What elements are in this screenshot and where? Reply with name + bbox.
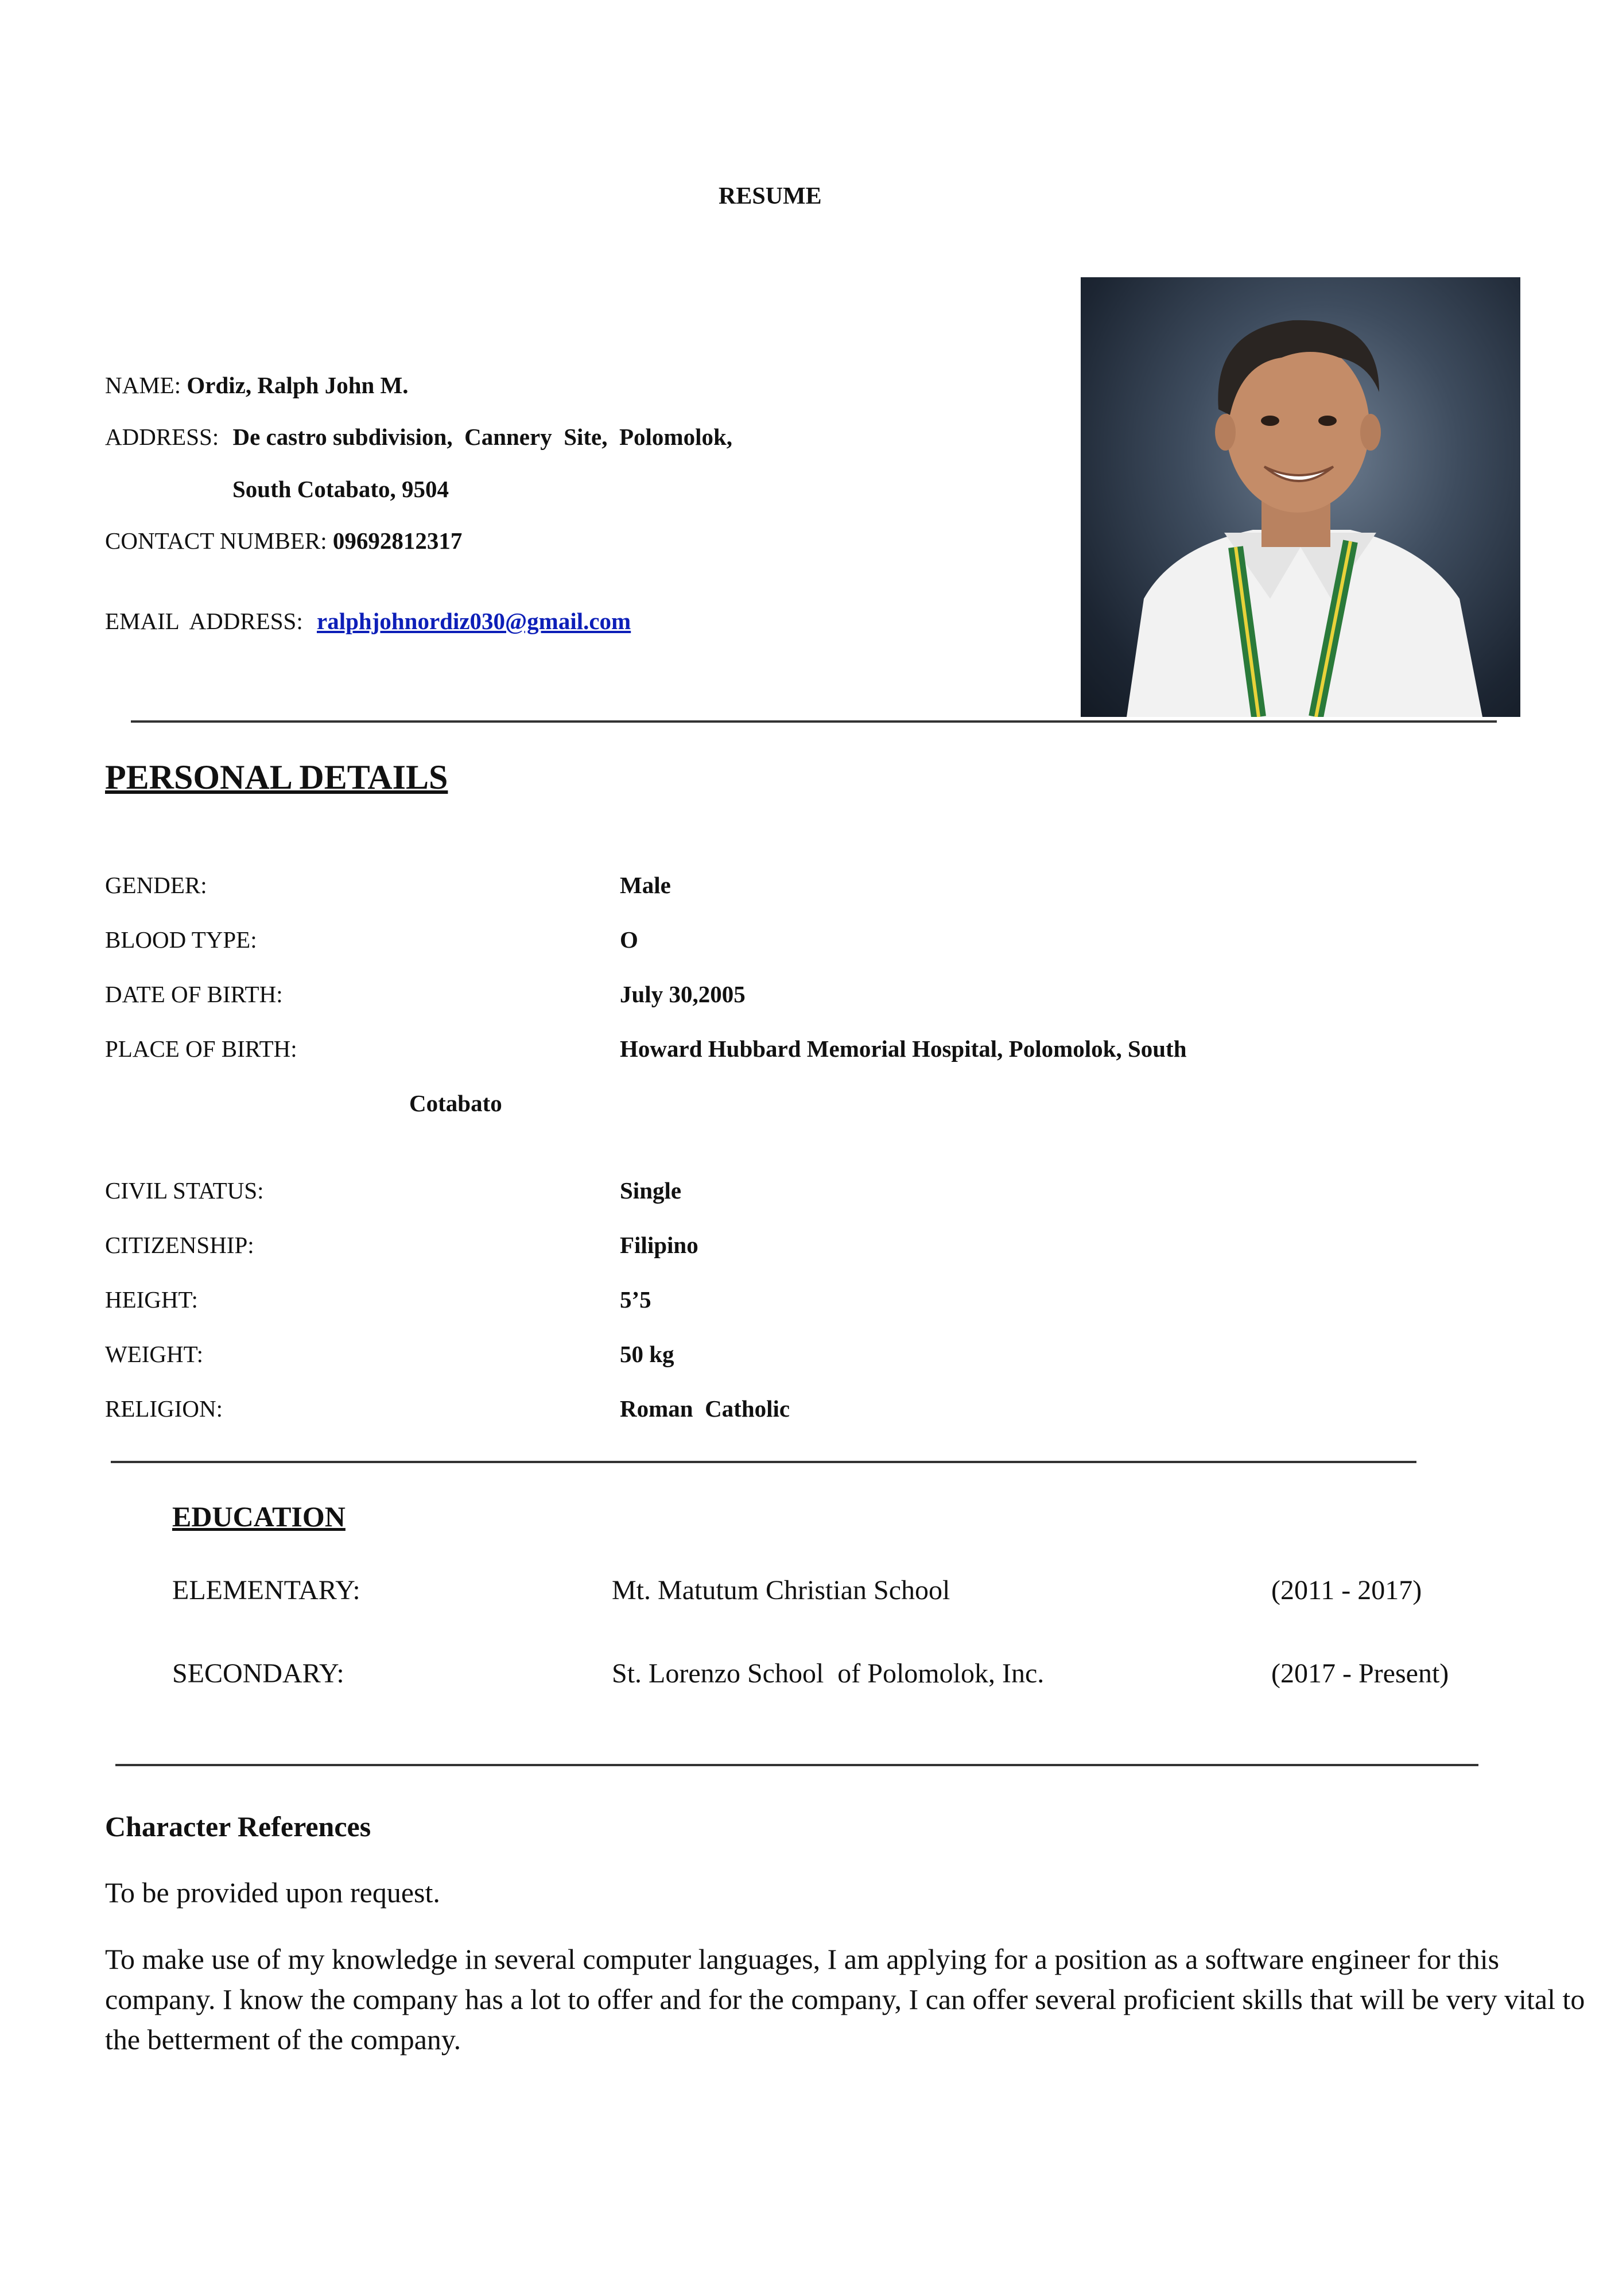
pob-value: Howard Hubbard Memorial Hospital, Polomolok, South (620, 1035, 1187, 1062)
blood-type-label: BLOOD TYPE: (105, 926, 257, 953)
secondary-label: SECONDARY: (172, 1658, 344, 1689)
references-text: To be provided upon request. (105, 1876, 440, 1909)
religion-value: Roman Catholic (620, 1395, 790, 1422)
personal-details-heading: PERSONAL DETAILS (105, 758, 448, 796)
dob-value: July 30,2005 (620, 981, 746, 1007)
dob-label: DATE OF BIRTH: (105, 981, 283, 1007)
page-title: RESUME (719, 183, 822, 210)
address-label: ADDRESS: (105, 424, 219, 450)
blood-type-value: O (620, 926, 638, 953)
name-value: Ordiz, Ralph John M. (187, 372, 409, 398)
name-label: NAME: (105, 372, 181, 398)
secondary-years: (2017 - Present) (1271, 1658, 1449, 1689)
weight-value: 50 kg (620, 1341, 674, 1367)
contact-value: 09692812317 (332, 528, 463, 554)
references-heading: Character References (105, 1810, 371, 1843)
height-label: HEIGHT: (105, 1286, 198, 1313)
height-value: 5’5 (620, 1286, 651, 1313)
elementary-school: Mt. Matutum Christian School (612, 1575, 950, 1605)
secondary-school: St. Lorenzo School of Polomolok, Inc. (612, 1658, 1045, 1689)
gender-label: GENDER: (105, 872, 207, 898)
gender-value: Male (620, 872, 671, 898)
header-divider (131, 720, 1497, 723)
elementary-label: ELEMENTARY: (172, 1575, 360, 1605)
address-line1: De castro subdivision, Cannery Site, Polomolok, (232, 424, 733, 450)
education-divider (115, 1764, 1478, 1766)
address-line2: South Cotabato, 9504 (232, 476, 449, 502)
contact-row (105, 527, 462, 554)
name-row (105, 371, 409, 399)
email-label: EMAIL ADDRESS: (105, 608, 303, 634)
civil-status-value: Single (620, 1177, 682, 1204)
profile-photo (1081, 277, 1520, 717)
weight-label: WEIGHT: (105, 1341, 204, 1367)
elementary-years: (2011 - 2017) (1271, 1575, 1422, 1605)
education-heading: EDUCATION (172, 1500, 346, 1533)
address-row (105, 423, 732, 451)
personal-divider (111, 1461, 1416, 1463)
pob-value-cont: Cotabato (409, 1090, 502, 1116)
religion-label: RELIGION: (105, 1395, 223, 1422)
pob-label: PLACE OF BIRTH: (105, 1035, 297, 1062)
civil-status-label: CIVIL STATUS: (105, 1177, 264, 1204)
objective-paragraph: To make use of my knowledge in several computer languages, I am applying for a position as a software engineer for this company. I know the company has a lot to offer and for the company, I can offer several proficient skills that will be very vital to the betterment of the company. (105, 1943, 1585, 2055)
citizenship-value: Filipino (620, 1232, 698, 1258)
profile-photo-art (1081, 277, 1520, 717)
citizenship-label: CITIZENSHIP: (105, 1232, 254, 1258)
contact-label: CONTACT NUMBER: (105, 528, 327, 554)
email-link[interactable]: ralphjohnordiz030@gmail.com (317, 608, 631, 634)
email-row (105, 607, 631, 635)
